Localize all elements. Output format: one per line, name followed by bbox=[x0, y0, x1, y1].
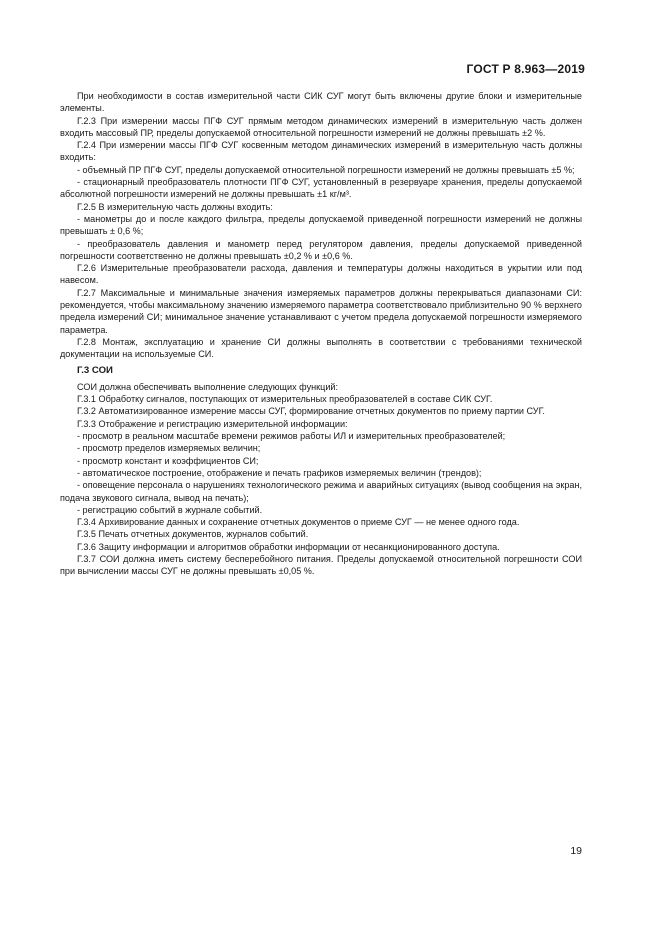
list-item: - регистрацию событий в журнале событий. bbox=[77, 504, 263, 515]
paragraph-g-2-5: Г.2.5 В измерительную часть должны входить: bbox=[77, 201, 273, 212]
document-code: ГОСТ Р 8.963—2019 bbox=[466, 62, 585, 76]
document-body bbox=[60, 90, 582, 578]
paragraph-g-3-2: Г.3.2 Автоматизированное измерение массы СУГ, формирование отчетных документов по приему партии СУГ. bbox=[77, 406, 545, 417]
paragraph-g-2-3: Г.2.3 При измерении массы ПГФ СУГ прямым методом динамических измерений в измерительную часть должен входить массовый ПР, пределы допускаемой относительной погрешности измерений не должны превышать ±2 %. bbox=[60, 115, 582, 138]
paragraph-g-3-3: Г.3.3 Отображение и регистрацию измерительной информации: bbox=[77, 418, 348, 429]
list-item: - преобразователь давления и манометр перед регулятором давления, пределы допускаемой приведенной погрешности соответственно не должны превышать ±0,2 % и ±0,6 %. bbox=[60, 238, 582, 261]
paragraph-g-2-8: Г.2.8 Монтаж, эксплуатацию и хранение СИ должны выполнять в соответствии с требованиями технической документации на используемые СИ. bbox=[60, 336, 582, 360]
paragraph-g-3-1: Г.3.1 Обработку сигналов, поступающих от измерительных преобразователей в составе СИК СУГ. bbox=[77, 394, 493, 405]
page-number: 19 bbox=[570, 845, 582, 857]
list-item: - оповещение персонала о нарушениях технологического режима и аварийных ситуациях (вывод сообщения на экран, подача звукового сигнала, вывод на печать); bbox=[60, 480, 582, 503]
paragraph-g-2-4: Г.2.4 При измерении массы ПГФ СУГ косвенным методом динамических измерений в измерительную часть должны входить: bbox=[60, 140, 582, 163]
list-item: - просмотр пределов измеряемых величин; bbox=[77, 443, 261, 454]
paragraph-g-3-5: Г.3.5 Печать отчетных документов, журналов событий. bbox=[77, 529, 309, 540]
paragraph: При необходимости в состав измерительной части СИК СУГ могут быть включены другие блоки и измерительные элементы. bbox=[60, 91, 582, 114]
paragraph-g-2-7: Г.2.7 Максимальные и минимальные значения измеряемых параметров должны перекрываться диапазонами СИ: рекомендуется, чтобы максимальному значению измеряемого параметра соответствовало приблизительно 90 % верхнего предела измерений СИ; минимальное значение устанавливают с учетом предела допускаемой погрешности измеряемого параметра. bbox=[60, 287, 582, 335]
paragraph-g-3-7: Г.3.7 СОИ должна иметь систему бесперебойного питания. Пределы допускаемой относительной погрешности СОИ при вычислении массы СУГ не должны превышать ±0,05 %. bbox=[60, 553, 582, 577]
list-item: - манометры до и после каждого фильтра, пределы допускаемой приведенной погрешности измерений не должны превышать ± 0,6 %; bbox=[60, 213, 582, 237]
list-item: - объемный ПР ПГФ СУГ, пределы допускаемой относительной погрешности измерений не должны превышать ±5 %; bbox=[77, 164, 575, 175]
list-item: - автоматическое построение, отображение и печать графиков измеряемых величин (трендов); bbox=[77, 467, 482, 478]
paragraph: СОИ должна обеспечивать выполнение следующих функций: bbox=[77, 381, 339, 392]
section-heading: Г.3 СОИ bbox=[77, 364, 113, 376]
list-item: - просмотр в реальном масштабе времени режимов работы ИЛ и измерительных преобразователей; bbox=[77, 431, 506, 442]
list-item: - стационарный преобразователь плотности ПГФ СУГ, установленный в резервуаре хранения, пределы допускаемой абсолютной погрешности измерений не должны превышать ±1 кг/м³. bbox=[60, 177, 582, 200]
paragraph-g-2-6: Г.2.6 Измерительные преобразователи расхода, давления и температуры должны находиться в укрытии или под навесом. bbox=[60, 263, 582, 286]
list-item: - просмотр констант и коэффициентов СИ; bbox=[77, 455, 259, 466]
paragraph-g-3-4: Г.3.4 Архивирование данных и сохранение отчетных документов о приеме СУГ — не менее одного года. bbox=[77, 517, 520, 528]
paragraph-g-3-6: Г.3.6 Защиту информации и алгоритмов обработки информации от несанкционированного доступа. bbox=[77, 541, 500, 552]
